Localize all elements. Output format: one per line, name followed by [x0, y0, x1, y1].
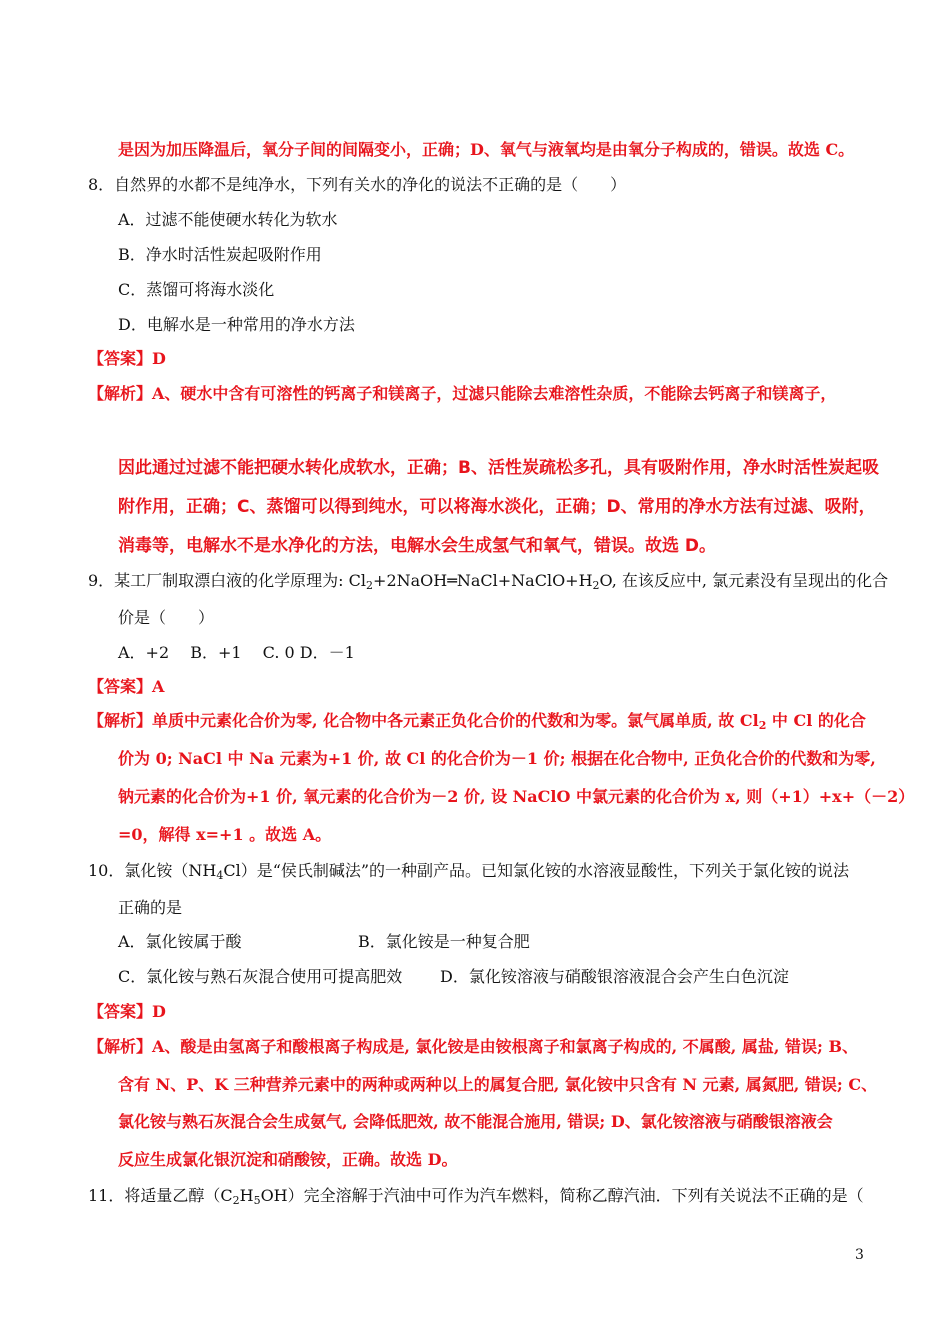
q10-option-b: B．氯化铵是一种复合肥 — [358, 932, 530, 951]
q11-stem-part: 11．将适量乙醇（C — [88, 1186, 233, 1205]
subscript: 2 — [366, 579, 374, 592]
q8-answer — [88, 348, 166, 370]
analysis-text: A、酸是由氢离子和酸根离子构成是, 氯化铵是由铵根离子和氯离子构成的, 不属酸, 属盐, 错误; B、 — [152, 1037, 858, 1056]
answer-tag: 【答案】 — [88, 349, 153, 368]
q10-analysis-line-4: 反应生成氯化银沉淀和硝酸铵，正确。故选 D。 — [118, 1150, 458, 1169]
q9-stem-part: 9．某工厂制取漂白液的化学原理为: Cl — [88, 571, 367, 590]
analysis-text: A、硬水中含有可溶性的钙离子和镁离子，过滤只能除去难溶性杂质，不能除去钙离子和镁离子， — [152, 384, 837, 403]
subscript: 2 — [758, 719, 767, 732]
q8-stem: 8．自然界的水都不是纯净水，下列有关水的净化的说法不正确的是（ ） — [88, 175, 627, 194]
q8-option-a: A．过滤不能使硬水转化为软水 — [118, 210, 338, 229]
q9-analysis-line-3: 钠元素的化合价为+1 价, 氧元素的化合价为－2 价, 设 NaClO 中氯元素的化合价为 x, 则（+1）+x+（－2） — [118, 787, 915, 806]
answer-tag: 【答案】 — [88, 1002, 153, 1021]
q11-stem — [88, 1185, 864, 1207]
q9-stem-line-1 — [88, 570, 888, 592]
q8-analysis-line-3: 附作用，正确；C、蒸馏可以得到纯水，可以将海水淡化，正确；D、常用的净水方法有过滤、吸附， — [118, 497, 876, 517]
q10-analysis-line-1 — [88, 1036, 858, 1058]
q11-stem-part: H — [239, 1186, 254, 1205]
q9-analysis-line-4: =0，解得 x=+1 。故选 A。 — [118, 825, 332, 844]
q10-stem-part: 10．氯化铵（NH — [88, 861, 217, 880]
subscript: 2 — [592, 579, 600, 592]
q8-analysis-line-1 — [88, 383, 836, 405]
answer-value: D — [152, 1002, 166, 1021]
q9-analysis-line-1 — [88, 710, 866, 732]
q10-analysis-line-2: 含有 N、P、K 三种营养元素中的两种或两种以上的属复合肥, 氯化铵中只含有 N 元素, 属氮肥, 错误; C、 — [118, 1075, 878, 1094]
q10-stem-line-2: 正确的是 — [118, 898, 183, 917]
q9-stem-line-2: 价是（ ） — [118, 608, 215, 627]
answer-value: D — [152, 349, 166, 368]
q10-stem-part: Cl）是“侯氏制碱法”的一种副产品。已知氯化铵的水溶液显酸性，下列关于氯化铵的说法 — [223, 861, 850, 880]
q10-option-a: A．氯化铵属于酸 — [118, 932, 242, 951]
q9-stem-part: O, 在该反应中, 氯元素没有呈现出的化合 — [599, 571, 889, 590]
answer-tag: 【答案】 — [88, 677, 153, 696]
analysis-text: 中 Cl 的化合 — [766, 711, 866, 730]
analysis-text: 单质中元素化合价为零, 化合物中各元素正负化合价的代数和为零。氯气属单质, 故 Cl — [152, 711, 759, 730]
q10-stem-line-1 — [88, 860, 849, 882]
q8-analysis-line-2: 因此通过过滤不能把硬水转化成软水，正确；B、活性炭疏松多孔，具有吸附作用，净水时活性炭起吸 — [118, 458, 879, 478]
page-number: 3 — [855, 1247, 864, 1263]
q9-options: A．+2 B．+1 C. 0 D．－1 — [118, 643, 355, 662]
continued-explanation: 是因为加压降温后，氧分子间的间隔变小，正确；D、氧气与液氧均是由氧分子构成的，错误。故选 C。 — [118, 140, 855, 159]
q11-stem-part: OH）完全溶解于汽油中可作为汽车燃料，简称乙醇汽油．下列有关说法不正确的是（ — [260, 1186, 864, 1205]
q9-answer — [88, 676, 164, 698]
q9-stem-part: +2NaOH═NaCl+NaClO+H — [373, 571, 593, 590]
answer-value: A — [152, 677, 165, 696]
q10-answer — [88, 1001, 166, 1023]
analysis-tag: 【解析】 — [88, 1037, 153, 1056]
analysis-tag: 【解析】 — [88, 711, 153, 730]
q8-option-b: B．净水时活性炭起吸附作用 — [118, 245, 322, 264]
q10-analysis-line-3: 氯化铵与熟石灰混合会生成氨气, 会降低肥效, 故不能混合施用, 错误; D、氯化铵溶液与硝酸银溶液会 — [118, 1112, 833, 1131]
subscript: 2 — [232, 1194, 240, 1207]
q10-option-d: D．氯化铵溶液与硝酸银溶液混合会产生白色沉淀 — [440, 967, 789, 986]
q9-analysis-line-2: 价为 0; NaCl 中 Na 元素为+1 价, 故 Cl 的化合价为－1 价; 根据在化合物中, 正负化合价的代数和为零, — [118, 749, 876, 768]
subscript: 4 — [216, 869, 224, 882]
q8-option-d: D．电解水是一种常用的净水方法 — [118, 315, 355, 334]
analysis-tag: 【解析】 — [88, 384, 153, 403]
q8-analysis-line-4: 消毒等，电解水不是水净化的方法，电解水会生成氢气和氧气，错误。故选 D。 — [118, 536, 717, 556]
q10-option-c: C．氯化铵与熟石灰混合使用可提高肥效 — [118, 967, 403, 986]
subscript: 5 — [253, 1194, 261, 1207]
q8-option-c: C．蒸馏可将海水淡化 — [118, 280, 275, 299]
